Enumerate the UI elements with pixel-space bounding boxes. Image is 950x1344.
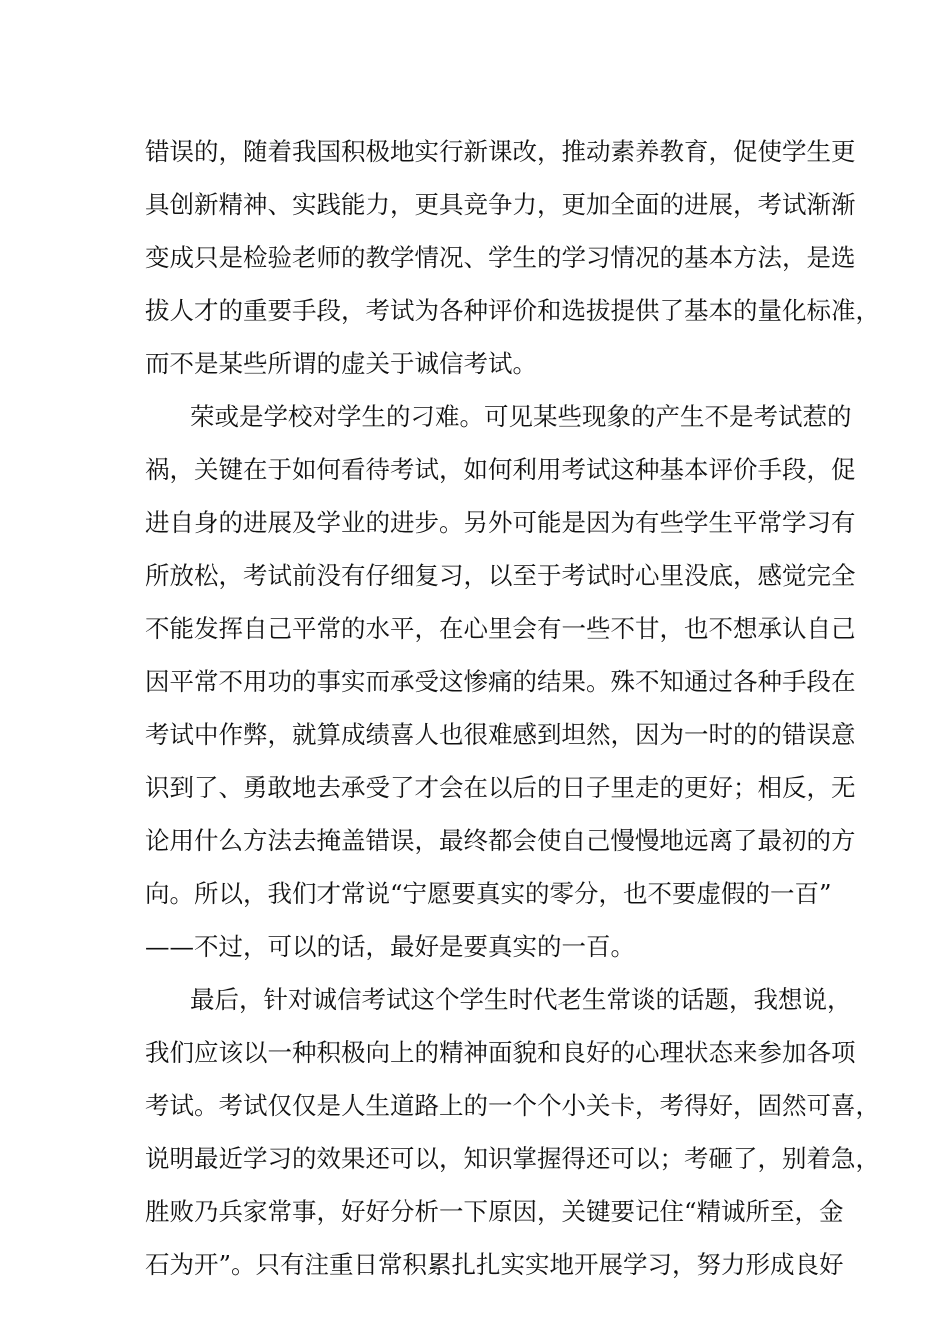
text-line: ——不过，可以的话，最好是要真实的一百。 (145, 932, 635, 961)
text-line: 荣或是学校对学生的刁难。可见某些现象的产生不是考试惹的 (190, 402, 852, 431)
text-line: 最后，针对诚信考试这个学生时代老生常谈的话题，我想说， (190, 985, 852, 1014)
text-line: 我们应该以一种积极向上的精神面貌和良好的心理状态来参加各项 (145, 1038, 856, 1067)
text-line: 因平常不用功的事实而承受这惨痛的结果。殊不知通过各种手段在 (145, 667, 856, 696)
text-line: 说明最近学习的效果还可以，知识掌握得还可以；考砸了，别着急， (145, 1144, 880, 1173)
text-line: 祸，关键在于如何看待考试，如何利用考试这种基本评价手段，促 (145, 455, 856, 484)
text-line: 向。所以，我们才常说“宁愿要真实的零分，也不要虚假的一百” (145, 879, 832, 908)
text-line: 胜败乃兵家常事，好好分析一下原因，关键要记住“精诚所至，金 (145, 1197, 844, 1226)
document-body (145, 125, 880, 1291)
text-line: 考试。考试仅仅是人生道路上的一个个小关卡，考得好，固然可喜， (145, 1091, 880, 1120)
text-line: 论用什么方法去掩盖错误，最终都会使自己慢慢地远离了最初的方 (145, 826, 856, 855)
text-line: 进自身的进展及学业的进步。另外可能是因为有些学生平常学习有 (145, 508, 856, 537)
text-line: 所放松，考试前没有仔细复习，以至于考试时心里没底，感觉完全 (145, 561, 856, 590)
text-line: 而不是某些所谓的虚关于诚信考试。 (145, 349, 537, 378)
text-line: 具创新精神、实践能力，更具竞争力，更加全面的进展，考试渐渐 (145, 190, 856, 219)
paragraph (145, 390, 856, 973)
paragraph (145, 125, 880, 390)
text-line: 变成只是检验老师的教学情况、学生的学习情况的基本方法，是选 (145, 243, 856, 272)
text-line: 石为开”。只有注重日常积累扎扎实实地开展学习，努力形成良好 (145, 1250, 844, 1279)
text-line: 识到了、勇敢地去承受了才会在以后的日子里走的更好；相反，无 (145, 773, 856, 802)
text-line: 不能发挥自己平常的水平，在心里会有一些不甘，也不想承认自己 (145, 614, 856, 643)
text-line: 错误的，随着我国积极地实行新课改，推动素养教育，促使学生更 (145, 137, 856, 166)
text-line: 考试中作弊，就算成绩喜人也很难感到坦然，因为一时的的错误意 (145, 720, 856, 749)
text-line: 拔人才的重要手段，考试为各种评价和选拔提供了基本的量化标准， (145, 296, 880, 325)
paragraph (145, 973, 880, 1291)
